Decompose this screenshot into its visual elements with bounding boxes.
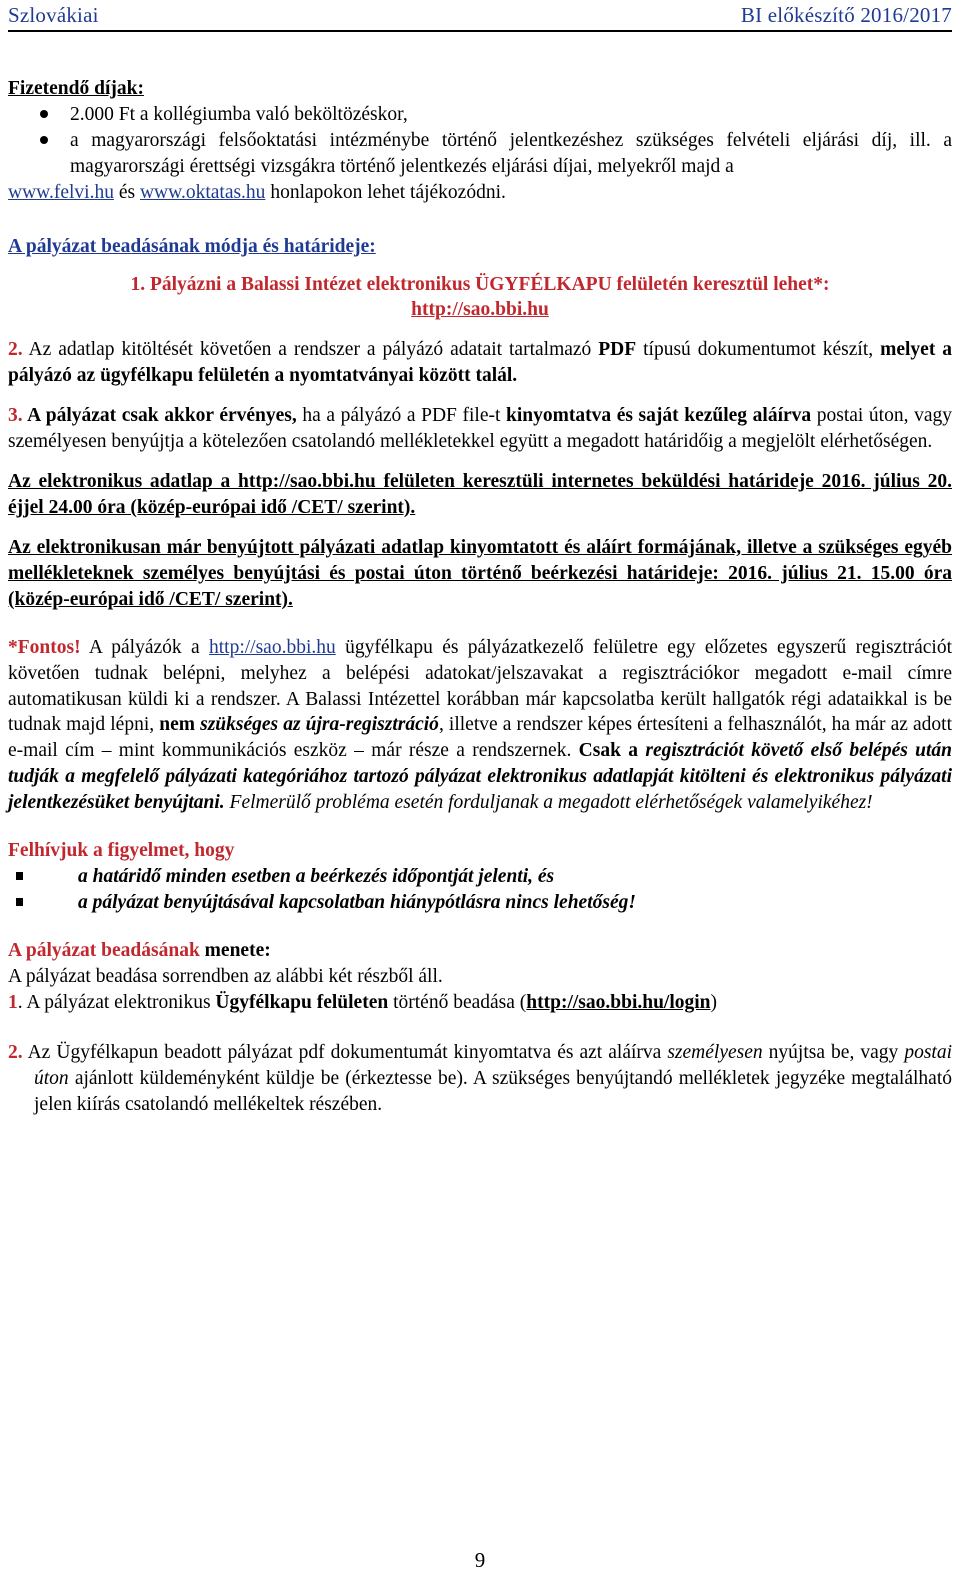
deadline-postal: Az elektronikusan már benyújtott pályázati adatlap kinyomtatott és aláírt formájának, illetve a szükséges egyéb mellékleteknek személyes benyújtási és postai úton történő beérkezési határideje: 2016. július 21. 15.00 óra (közép-európai idő /CET/ szerint). xyxy=(8,536,952,610)
note-text-2: ügyfélkapu és pályázatkezelő felületre egy előzetes egyszerű regisztrációt követően tudnak belépni, melyhez a belépési adatokat/jelszavakat a regisztrációkor megadott e-mail címre automatikusan küldi ki a rendszer. A Balassi Intézettel korábban már kapcsolatba került hallgatók régi adataikkal is be tudnak majd lépni, xyxy=(8,636,952,736)
conjunction-text: és xyxy=(113,181,140,203)
deadline-electronic: Az elektronikus adatlap a http://sao.bbi.hu felületen keresztüli internetes beküldési határideje 2016. július 20. éjjel 24.00 óra (közép-európai idő /CET/ szerint). xyxy=(8,471,952,518)
list-item xyxy=(70,102,952,128)
process-step-2-text-c: nyújtsa be, vagy xyxy=(762,1041,905,1063)
process-step-1-number: 1 xyxy=(8,991,18,1013)
fee-item-text: 2.000 Ft a kollégiumba való beköltözéskor, xyxy=(70,103,408,125)
step-3-bold-c: kinyomtatva és saját kezűleg aláírva xyxy=(506,405,812,427)
attention-item-text: a pályázat benyújtásával kapcsolatban hiánypótlásra nincs lehetőség! xyxy=(78,891,636,913)
process-step-1-close: ) xyxy=(710,991,718,1013)
note-bold-italic: regisztrációt követő első belépés után tudják a megfelelő pályázati kategóriához tartozó pályázat elektronikus adatlapját kitölteni és elektronikus pályázati jelentkezésüket benyújtani. xyxy=(8,740,953,814)
fees-title: Fizetendő díjak: xyxy=(8,78,144,99)
process-step-1 xyxy=(8,990,952,1016)
login-link[interactable]: http://sao.bbi.hu/login xyxy=(526,991,711,1013)
note-csak-a: Csak a xyxy=(578,740,639,762)
pdf-label: PDF xyxy=(598,339,637,361)
application-step-2 xyxy=(8,337,952,389)
step-3-number: 3. xyxy=(8,405,23,427)
process-step-1-bold: Ügyfélkapu felületen xyxy=(215,991,389,1013)
square-bullet-icon xyxy=(16,898,23,906)
process-step-1-text-c: történő beadása ( xyxy=(388,991,527,1013)
process-step-2 xyxy=(8,1040,952,1118)
note-lead: *Fontos! xyxy=(8,636,81,658)
fee-item-text: a magyarországi felsőoktatási intézménybe történő jelentkezéshez szükséges felvételi eljárási díj, ill. a magyarországi érettségi vizsgákra történő jelentkezés eljárási díjai, melyekről majd a xyxy=(70,129,952,177)
note-link[interactable]: http://sao.bbi.hu xyxy=(209,636,336,658)
fees-list xyxy=(8,102,952,180)
note-text-6: Felmerülő probléma esetén forduljanak a megadott elérhetőségek valamelyikéhez! xyxy=(224,792,873,814)
page-header xyxy=(8,0,952,32)
attention-item-text: a határidő minden esetben a beérkezés időpontját jelenti, és xyxy=(78,866,555,888)
document-page xyxy=(8,0,953,1572)
link-oktatas[interactable]: www.oktatas.hu xyxy=(139,181,266,203)
step-3-text-b: ha a pályázó a PDF file-t xyxy=(296,405,506,427)
step-3-bold-a: A pályázat csak akkor érvényes, xyxy=(22,405,297,427)
fees-continuation xyxy=(8,180,952,206)
note-reg: szükséges az újra-regisztráció xyxy=(200,714,439,736)
step-2-text-b: típusú dokumentumot készít, xyxy=(636,339,881,361)
step-2-number: 2. xyxy=(8,339,23,361)
process-step-2-italic-b: személyesen xyxy=(667,1041,763,1063)
process-step-2-italic-d: postai úton xyxy=(34,1041,952,1089)
bullet-icon xyxy=(40,110,48,118)
bullet-icon xyxy=(40,136,48,144)
list-item xyxy=(78,864,952,890)
application-step-3 xyxy=(8,403,952,455)
sao-link[interactable]: http://sao.bbi.hu xyxy=(411,299,549,321)
attention-list xyxy=(8,864,952,916)
square-bullet-icon xyxy=(16,872,23,880)
process-step-2-number: 2. xyxy=(8,1041,23,1063)
step-1-text: 1. Pályázni a Balassi Intézet elektronikus ÜGYFÉLKAPU felületén keresztül lehet*: xyxy=(130,273,830,295)
process-title-b: menete: xyxy=(199,939,271,961)
step-2-bold: melyet a pályázó az ügyfélkapu felületén a nyomtatványai között talál. xyxy=(8,339,953,387)
application-step-1 xyxy=(8,272,952,324)
process-step-2-text-a: Az Ügyfélkapun beadott pályázat pdf dokumentumát kinyomtatva és azt aláírva xyxy=(22,1041,668,1063)
list-item xyxy=(70,128,952,180)
process-step-2-text-e: ajánlott küldeményként küldje be (érkeztesse be). A szükséges benyújtandó mellékletek jegyzéke megtalálható jelen kiírás csatolandó mellékeltek részében. xyxy=(34,1067,952,1115)
link-felvi[interactable]: www.felvi.hu xyxy=(8,181,114,203)
attention-title: Felhívjuk a figyelmet, hogy xyxy=(8,840,235,862)
process-title-a: A pályázat beadásának xyxy=(8,939,200,961)
step-2-text: Az adatlap kitöltését követően a rendszer a pályázó adatait tartalmazó xyxy=(22,339,599,361)
application-title: A pályázat beadásának módja és határideje: xyxy=(8,235,376,257)
list-item xyxy=(78,890,952,916)
fees-section xyxy=(8,76,952,206)
note-text-1: A pályázók a xyxy=(80,636,209,658)
step-3-text-d: postai úton, vagy személyesen benyújtja a kötelezően csatolandó mellékletekkel együtt a megadott határidőig a megjelölt elérhetőségen. xyxy=(8,405,952,453)
header-right: BI előkészítő 2016/2017 xyxy=(740,3,952,28)
process-title xyxy=(8,938,952,964)
header-left: Szlovákiai xyxy=(8,3,99,28)
fees-tail-text: honlapokon lehet tájékozódni. xyxy=(265,181,506,203)
note-text-4: , illetve a rendszer képes értesíteni a felhasználót, ha már az adott e-mail cím – mint kommunikációs eszköz – már része a rendszernek. xyxy=(8,714,952,762)
page-number: 9 xyxy=(474,1548,486,1572)
process-intro: A pályázat beadása sorrendben az alábbi két részből áll. xyxy=(8,965,443,987)
note-nem: nem xyxy=(159,714,195,736)
important-note xyxy=(8,635,952,816)
process-step-1-text-a: . A pályázat elektronikus xyxy=(17,991,216,1013)
